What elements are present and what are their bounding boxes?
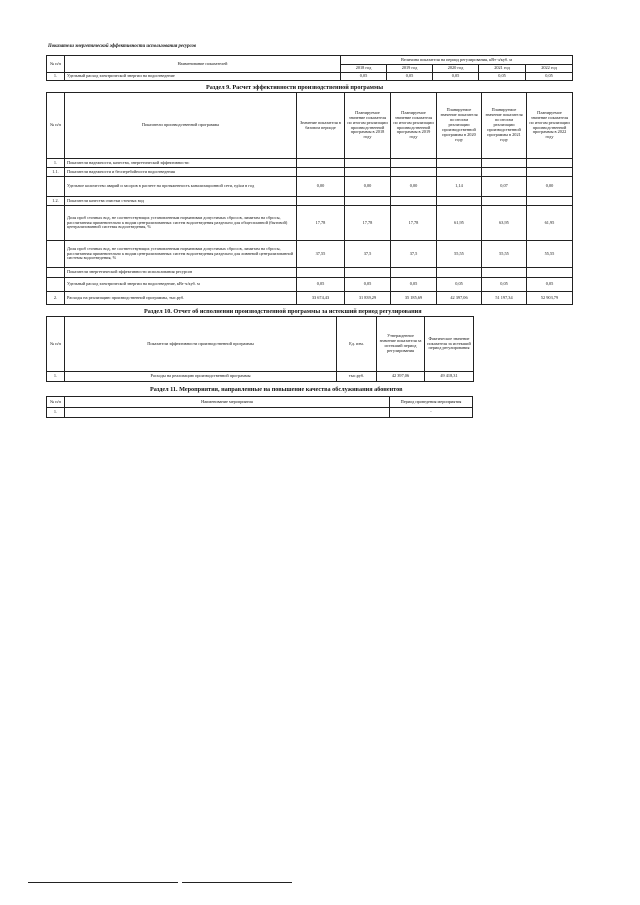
cell-value: 0,05 (387, 73, 433, 81)
col-header-unit: Ед. изм. (337, 317, 377, 372)
cell-value (437, 197, 482, 206)
col-header-name: Наименование показателей (65, 56, 341, 73)
row-name (65, 408, 390, 418)
col-header-year: Планируемое значение показателя по итогам реализации производственной программы в 2021 году (482, 93, 527, 159)
row-name: Показатели надежности, качества, энергетической эффективности: (65, 159, 297, 168)
footer-line (28, 882, 178, 883)
row-num: 2. (47, 292, 65, 305)
row-name: Расходы на реализацию производственной программы (65, 372, 337, 382)
table-row (47, 278, 573, 292)
cell-actual: 49 418,31 (425, 372, 474, 382)
cell-value: 0,05 (482, 278, 527, 292)
cell-value: 0,05 (341, 73, 387, 81)
cell-value: 55,55 (527, 241, 573, 268)
cell-value: 0,00 (345, 177, 391, 197)
cell-value: 0,00 (297, 177, 345, 197)
col-header-year: Планируемое значение показателя по итогам реализации производственной программы в 2019 году (391, 93, 437, 159)
cell-value: 63,95 (482, 206, 527, 241)
cell-value: 52 903,79 (527, 292, 573, 305)
col-header-approved: Утвержденное значение показателя за истекший период регулирования (377, 317, 425, 372)
col-header-num: № п/п (47, 317, 65, 372)
col-header-year: Планируемое значение показателя по итогам реализации производственной программы в 2022 году (527, 93, 573, 159)
cell-value: 17,78 (345, 206, 391, 241)
row-name: Показатели энергетической эффективности использования ресурсов (65, 268, 297, 278)
row-num: 1. (47, 408, 65, 418)
row-name: Показатели надежности и бесперебойности водоотведения (65, 168, 297, 177)
cell-value: 1,14 (437, 177, 482, 197)
row-num (47, 177, 65, 197)
cell-value: 31 839,29 (345, 292, 391, 305)
row-num: 1. (47, 159, 65, 168)
row-name: Удельный расход электрической энергии на водоотведение (65, 73, 341, 81)
cell-value: 0,00 (391, 177, 437, 197)
section9-title: Раздел 9. Расчет эффективности производственной программы (206, 84, 384, 91)
table-row (47, 73, 573, 81)
cell-value: 0,05 (526, 73, 573, 81)
cell-value (527, 168, 573, 177)
top-caption: Показатели энергетической эффективности использования ресурсов (48, 44, 197, 49)
section10-title: Раздел 10. Отчет об исполнении производственной программы за истекший период регулирования (144, 308, 422, 315)
row-num (47, 241, 65, 268)
cell-value (437, 268, 482, 278)
cell-value (297, 197, 345, 206)
cell-value: 55,55 (437, 241, 482, 268)
row-num: 1. (47, 372, 65, 382)
table-row (47, 408, 473, 418)
section10-table (46, 316, 474, 382)
row-name: Доля проб сточных вод, не соответствующих установленным нормативам допустимых сбросов, лимитам на сбросы, рассчитанная применительно к видам централизованных систем водоотведения раздельно для общесплавной (бытовой) централизованной системы водоотведения, % (65, 206, 297, 241)
row-num (47, 278, 65, 292)
cell-value (297, 159, 345, 168)
row-num: 1.1. (47, 168, 65, 177)
year-header: 2018 год (341, 65, 387, 73)
cell-value: 0,00 (527, 177, 573, 197)
row-num (47, 268, 65, 278)
cell-value: 0,05 (345, 278, 391, 292)
cell-value (297, 168, 345, 177)
year-header: 2019 год (387, 65, 433, 73)
cell-value: 0,05 (391, 278, 437, 292)
footer-line (182, 882, 292, 883)
col-header-year: Планируемое значение показателя по итогам реализации производственной программы в 2020 году (437, 93, 482, 159)
cell-value: 17,78 (391, 206, 437, 241)
cell-value (527, 268, 573, 278)
section11-title: Раздел 11. Мероприятия, направленные на повышение качества обслуживания абонентов (150, 386, 403, 393)
row-name: Удельное количество аварий и засоров в расчете на протяженность канализационной сети, ед/км в год (65, 177, 297, 197)
cell-value (345, 197, 391, 206)
cell-value: 0,07 (482, 177, 527, 197)
year-header: 2020 год (433, 65, 479, 73)
col-header-group: Величина показателя на период регулирования, кВт·ч/куб. м (341, 56, 573, 65)
cell-value (527, 197, 573, 206)
table-row (47, 159, 573, 168)
cell-value: 0,05 (479, 73, 526, 81)
row-name: Доля проб сточных вод, не соответствующих установленным нормативам допустимых сбросов, лимитам на сбросы, рассчитанная применительно к видам централизованных систем водоотведения раздельно для ливневой централизованной системы водоотведения, % (65, 241, 297, 268)
col-header-num: № п/п (47, 56, 65, 73)
cell-value (482, 168, 527, 177)
cell-value: 61,95 (527, 206, 573, 241)
cell-value: 33 674,43 (297, 292, 345, 305)
table-row (47, 292, 573, 305)
cell-value (437, 159, 482, 168)
col-header-year: Планируемое значение показателя по итогам реализации производственной программы в 2018 году (345, 93, 391, 159)
cell-value: 37,55 (297, 241, 345, 268)
cell-value (345, 159, 391, 168)
cell-value: 0,05 (437, 278, 482, 292)
table-row (47, 206, 573, 241)
section11-table (46, 396, 473, 418)
row-num: 1.2. (47, 197, 65, 206)
cell-value: 0,05 (433, 73, 479, 81)
cell-value (345, 168, 391, 177)
table-row (47, 168, 573, 177)
cell-value: 37,5 (345, 241, 391, 268)
row-name: Показатели качества очистки сточных вод (65, 197, 297, 206)
row-num (47, 206, 65, 241)
energy-efficiency-table (46, 55, 573, 81)
row-name: Удельный расход электрической энергии на водоотведение, кВт·ч/куб. м (65, 278, 297, 292)
col-header-name: Показатели производственной программы (65, 93, 297, 159)
cell-value: 37,5 (391, 241, 437, 268)
cell-value: 42 397,06 (437, 292, 482, 305)
cell-value (391, 159, 437, 168)
col-header-num: № п/п (47, 397, 65, 408)
cell-value: 55,55 (482, 241, 527, 268)
cell-value (437, 168, 482, 177)
cell-value: 35 185,69 (391, 292, 437, 305)
cell-approved: 42 397,06 (377, 372, 425, 382)
col-header-name: Показатели эффективности производственной программы (65, 317, 337, 372)
cell-value (345, 268, 391, 278)
col-header-actual: Фактическое значение показателя за истекший период регулирования (425, 317, 474, 372)
col-header-base: Значение показателя в базовом периоде (297, 93, 345, 159)
col-header-num: № п/п (47, 93, 65, 159)
cell-value: 51 197,34 (482, 292, 527, 305)
year-header: 2021 год (479, 65, 526, 73)
table-row (47, 268, 573, 278)
cell-value (297, 268, 345, 278)
cell-value: 0,05 (527, 278, 573, 292)
table-row (47, 177, 573, 197)
col-header-period: Период проведения мероприятия (390, 397, 473, 408)
cell-period: - (390, 408, 473, 418)
cell-value (482, 197, 527, 206)
row-name: Расходы на реализацию производственной программы, тыс.руб. (65, 292, 297, 305)
cell-value: 61,95 (437, 206, 482, 241)
cell-value (391, 197, 437, 206)
cell-value (527, 159, 573, 168)
cell-value (391, 168, 437, 177)
cell-unit: тыс.руб. (337, 372, 377, 382)
cell-value (482, 268, 527, 278)
row-num: 1. (47, 73, 65, 81)
table-row (47, 197, 573, 206)
cell-value: 0,05 (297, 278, 345, 292)
cell-value: 17,78 (297, 206, 345, 241)
col-header-name: Наименование мероприятия (65, 397, 390, 408)
table-row (47, 241, 573, 268)
table-row (47, 372, 474, 382)
cell-value (391, 268, 437, 278)
year-header: 2022 год (526, 65, 573, 73)
cell-value (482, 159, 527, 168)
section9-table (46, 92, 573, 305)
